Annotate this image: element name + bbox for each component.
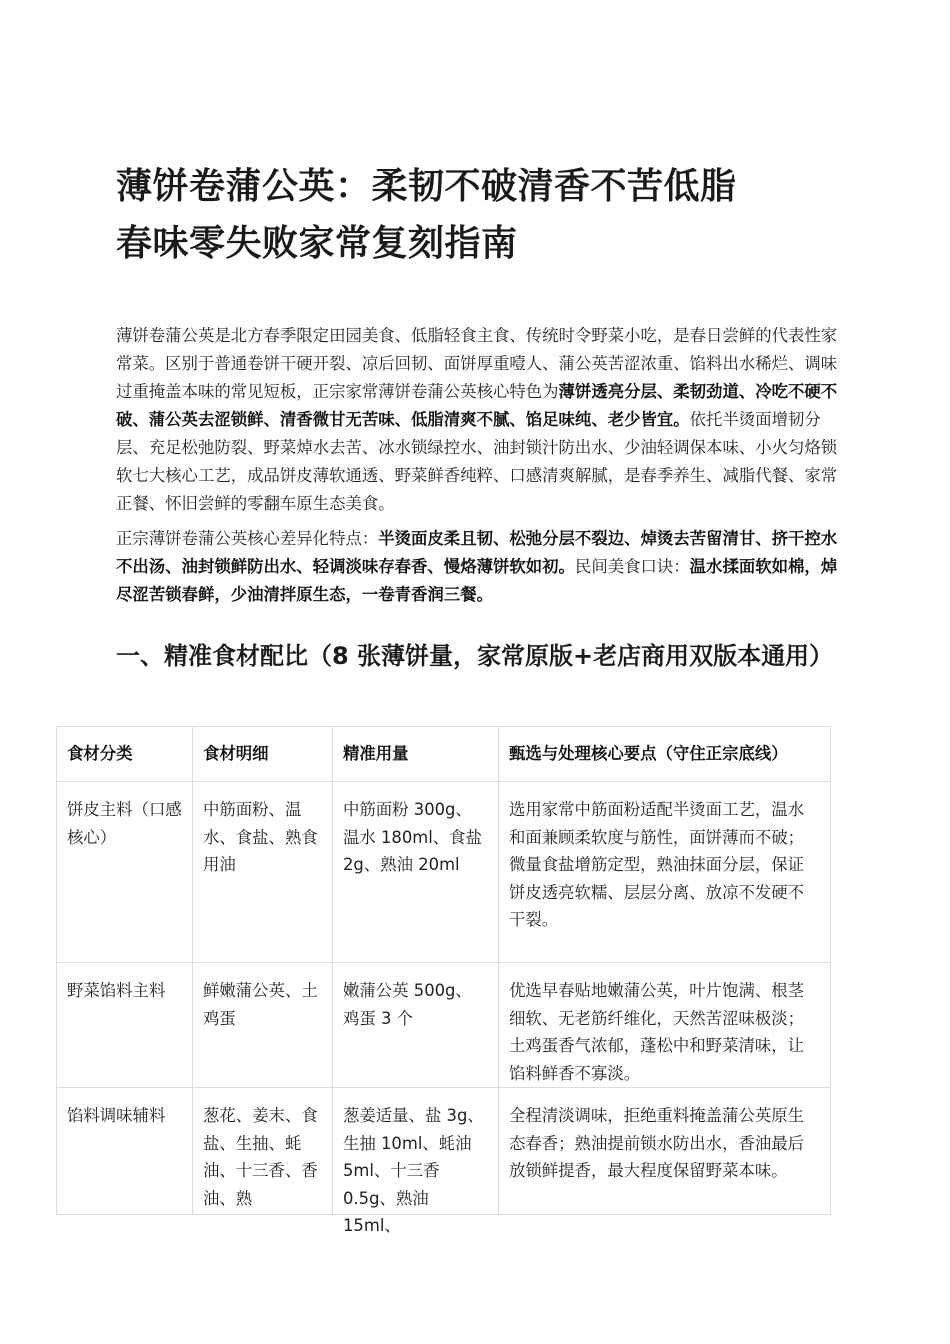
- table-row: [57, 782, 831, 963]
- cell-amount: [333, 1088, 499, 1235]
- cell-category: 饼皮主料（口感核心）: [57, 782, 193, 963]
- cell-items-text: 葱花、姜末、食盐、生抽、蚝油、十三香、香油、熟: [203, 1106, 318, 1208]
- header-notes: 甄选与处理核心要点（守住正宗底线）: [499, 727, 831, 782]
- table-row: [57, 1088, 831, 1215]
- cell-items: [193, 1088, 333, 1215]
- cell-amount: 中筋面粉 300g、温水 180ml、食盐 2g、熟油 20ml: [333, 782, 499, 963]
- features-paragraph: [116, 525, 840, 609]
- cell-notes: [499, 1088, 831, 1215]
- intro-bold-1: 薄饼透亮分层、柔韧劲道、冷吃不硬不破、蒲公英去涩锁鲜、清香微甘无苦味、低脂清爽不腻、馅足味纯、老少皆宜。: [116, 382, 838, 429]
- cell-notes: 选用家常中筋面粉适配半烫面工艺，温水和面兼顾柔软度与筋性，面饼薄而不破；微量食盐增筋定型，熟油抹面分层，保证饼皮透亮软糯、层层分离、放凉不发硬不干裂。: [499, 782, 831, 963]
- cell-category: [57, 1088, 193, 1215]
- cell-items: 鲜嫩蒲公英、土鸡蛋: [193, 963, 333, 1088]
- table-row: [57, 963, 831, 1088]
- header-amount: 精准用量: [333, 727, 499, 782]
- page-title: [116, 158, 846, 272]
- cell-amount: 嫩蒲公英 500g、鸡蛋 3 个: [333, 963, 499, 1088]
- features-text-1: 正宗薄饼卷蒲公英核心差异化特点：: [116, 529, 379, 548]
- cell-category: 野菜馅料主料: [57, 963, 193, 1088]
- features-bold-2: 温水揉面软如棉，焯尽涩苦锁春鲜，少油清拌原生态，一卷青香润三餐。: [116, 557, 838, 604]
- title-line-2: 春味零失败家常复刻指南: [116, 223, 518, 264]
- intro-text-1: 薄饼卷蒲公英是北方春季限定田园美食、低脂轻食主食、传统时令野菜小吃，是春日尝鲜的代表性家常菜。区别于普通卷饼干硬开裂、凉后回韧、面饼厚重噎人、蒲公英苦涩浓重、馅料出水稀烂、调味过重掩盖本味的常见短板，正宗家常薄饼卷蒲公英核心特色为: [116, 326, 838, 401]
- features-text-2: 民间美食口诀：: [574, 557, 690, 576]
- cell-notes-text: 全程清淡调味，拒绝重料掩盖蒲公英原生态春香；熟油提前锁水防出水，香油最后放锁鲜提香，最大程度保留野菜本味。: [509, 1106, 805, 1180]
- section-heading: 一、精准食材配比（8 张薄饼量，家常原版+老店商用双版本通用）: [116, 642, 834, 670]
- cell-amount-text: 葱姜适量、盐 3g、生抽 10ml、蚝油 5ml、十三香 0.5g、熟油 15ml、: [343, 1106, 484, 1235]
- cell-notes: 优选早春贴地嫩蒲公英，叶片饱满、根茎细软、无老筋纤维化，天然苦涩味极淡；土鸡蛋香气浓郁，蓬松中和野菜清味，让馅料鲜香不寡淡。: [499, 963, 831, 1088]
- cell-items: 中筋面粉、温水、食盐、熟食用油: [193, 782, 333, 963]
- header-category: 食材分类: [57, 727, 193, 782]
- intro-paragraph: [116, 322, 840, 518]
- cell-category-text: 馅料调味辅料: [67, 1106, 166, 1125]
- table-header-row: [57, 727, 831, 782]
- ingredients-table: [56, 726, 831, 1235]
- title-line-1: 薄饼卷蒲公英：柔韧不破清香不苦低脂: [116, 166, 737, 207]
- features-bold-1: 半烫面皮柔且韧、松弛分层不裂边、焯烫去苦留清甘、挤干控水不出汤、油封锁鲜防出水、轻调淡味存春香、慢烙薄饼软如初。: [116, 529, 838, 576]
- intro-text-2: 依托半烫面增韧分层、充足松弛防裂、野菜焯水去苦、冰水锁绿控水、油封锁汁防出水、少油轻调保本味、小火匀烙锁软七大核心工艺，成品饼皮薄软通透、野菜鲜香纯粹、口感清爽解腻，是春季养生、减脂代餐、家常正餐、怀旧尝鲜的零翻车原生态美食。: [116, 410, 838, 513]
- header-items: 食材明细: [193, 727, 333, 782]
